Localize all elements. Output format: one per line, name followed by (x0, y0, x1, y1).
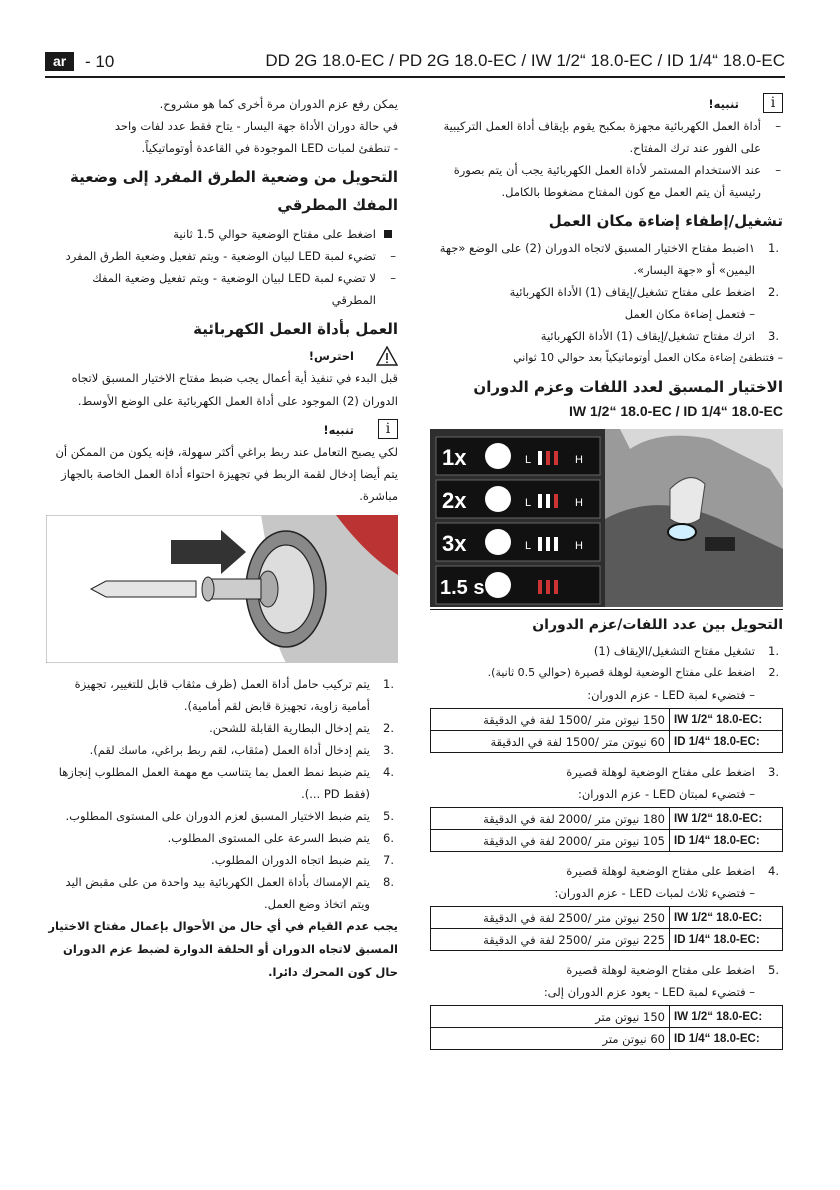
note-title: تنبيه! (708, 97, 739, 111)
note-title: تنبيه! (323, 423, 354, 437)
header-divider (45, 76, 785, 78)
list-item: – فتضيء لمبة LED - عزم الدوران: (587, 688, 755, 702)
drill-figure (46, 515, 398, 663)
list-item: 1. يتم تركيب حامل أداة العمل (ظرف مثقاب قابل للتغيير، تجهيزة أمامية زاوية، تجهيزة قابض لقم أمامية). (74, 677, 394, 713)
press-count-label: 3x (442, 531, 467, 556)
final-warning: يجب عدم القيام في أي حال من الأحوال بإعمال مفتاح الاختيار المسبق لاتجاه الدوران أو الحلقة الدوارة لضبط عزم الدوران حال كون المحرك دائرا. (48, 919, 398, 979)
list-item: 3. يتم إدخال أداة العمل (مثقاب، لقم ربط براغي، ماسك لقم). (89, 743, 394, 757)
list-item: – فتنطفئ إضاءة مكان العمل أوتوماتيكياً بعد حوالي 10 ثواني (513, 351, 783, 364)
list-item: 5. اضغط على مفتاح الوضعية لوهلة قصيرة (566, 963, 779, 977)
press-duration-label: 1.5 s (440, 577, 485, 599)
list-item: 2. اضغط على مفتاح الوضعية لوهلة قصيرة (حوالي 0.5 ثانية). (487, 666, 779, 679)
table-row: IW 1/2“ 18.0-EC: 250 نيوتن متر /2500 لفة في الدقيقة (431, 907, 783, 929)
warning-triangle-icon (376, 346, 398, 366)
list-item: – فتضيء ثلاث لمبات LED - عزم الدوران: (554, 886, 755, 900)
led-row-2x (436, 480, 600, 518)
list-item: – فتضيء لمبتان LED - عزم الدوران: (577, 787, 755, 801)
list-item: 4. اضغط على مفتاح الوضعية لوهلة قصيرة (566, 864, 779, 878)
square-bullet-icon (384, 230, 392, 238)
torque-table-2 (430, 807, 783, 852)
svg-text:H: H (575, 497, 583, 509)
section-heading-mode: التحويل من وضعية الطرق المفرد إلى وضعية المفك المطرقي (70, 168, 398, 214)
list-item: 6. يتم ضبط السرعة على المستوى المطلوب. (167, 831, 394, 845)
press-count-label: 2x (442, 488, 467, 513)
svg-text:L: L (525, 497, 532, 509)
list-item: 8. يتم الإمساك بأداة العمل الكهربائية بيد واحدة من على مقبض اليد ويتم اتخاذ وضع العمل. (65, 875, 394, 911)
warning-text: قبل البدء في تنفيذ أية أعمال يجب ضبط مفتاح الاختيار المسبق لاتجاه الدوران (2) الموجود على أداة العمل الكهربائية على الوضع الأوسط. (71, 371, 398, 408)
svg-text:H: H (575, 454, 583, 466)
intro-line: - تنطفئ لمبات LED الموجودة في القاعدة أوتوماتيكياً. (141, 141, 398, 155)
table-row: ID 1/4“ 18.0-EC: 60 نيوتن متر (431, 1028, 783, 1050)
list-item: 5. يتم ضبط الاختيار المسبق لعزم الدوران على المستوى المطلوب. (65, 809, 394, 823)
intro-line: يمكن رفع عزم الدوران مرة أخرى كما هو مشروح. (159, 97, 398, 111)
table-row: IW 1/2“ 18.0-EC: 150 نيوتن متر (431, 1006, 783, 1028)
svg-text:H: H (575, 540, 583, 552)
list-item: – تضيء لمبة LED لبيان الوضعية - ويتم تفعيل وضعية الطرق المفرد (65, 249, 396, 263)
info-icon: i (378, 419, 398, 439)
list-item: اضغط على مفتاح الوضعية حوالي 1.5 ثانية (46, 223, 398, 245)
model-subheading: IW 1/2“ 18.0-EC / ID 1/4“ 18.0-EC (569, 403, 783, 419)
note-text: لكي يصبح التعامل عند ربط براغي أكثر سهولة، فإنه يكون من الممكن أن يتم أيضا إدخال لقمة الربط في تجهيزة احتواء أداة العمل الخاصة بالجهاز مباشرة. (55, 445, 398, 503)
note-header (430, 93, 783, 115)
list-item: – لا تضيء لمبة LED لبيان الوضعية - ويتم تفعيل وضعية المفك المطرقي (92, 271, 396, 307)
warning-header (46, 345, 398, 367)
figure-divider (430, 609, 783, 610)
section-heading-preselect: الاختيار المسبق لعدد اللفات وعزم الدوران (473, 378, 783, 396)
table-row: ID 1/4“ 18.0-EC: 60 نيوتن متر /1500 لفة في الدقيقة (431, 731, 783, 753)
list-item: 7. يتم ضبط اتجاه الدوران المطلوب. (211, 853, 394, 867)
svg-text:L: L (525, 454, 532, 466)
list-item: 2. يتم إدخال البطارية القابلة للشحن. (209, 721, 394, 735)
torque-table-3 (430, 906, 783, 951)
table-row: ID 1/4“ 18.0-EC: 105 نيوتن متر /2000 لفة في الدقيقة (431, 830, 783, 852)
list-item: 3. اترك مفتاح تشغيل/إيقاف (1) الأداة الكهربائية (540, 329, 779, 343)
page-header (45, 50, 785, 74)
section-heading-light: تشغيل/إطفاء إضاءة مكان العمل (548, 212, 783, 230)
list-item: – فتعمل إضاءة مكان العمل (624, 307, 755, 321)
note-header (46, 419, 398, 441)
led-mode-figure (430, 429, 783, 607)
note-item: – أداة العمل الكهربائية مجهزة بمكبح يقوم بإيقاف أداة العمل التركيبية على الفور عند ترك المفتاح. (443, 119, 781, 155)
list-item: 1. تشغيل مفتاح التشغيل/الإيقاف (1) (593, 644, 779, 658)
language-badge: ar (45, 52, 74, 71)
list-item: 3. اضغط على مفتاح الوضعية لوهلة قصيرة (566, 765, 779, 779)
right-column (430, 93, 783, 1058)
table-row: ID 1/4“ 18.0-EC: 225 نيوتن متر /2500 لفة في الدقيقة (431, 929, 783, 951)
led-row-3x (436, 523, 600, 561)
led-mode-illustration (430, 429, 783, 607)
note-item: – عند الاستخدام المستمر لأداة العمل الكهربائية يجب أن يتم بصورة رئيسية أن يتم العمل مع كون المفتاح مضغوطا بالكامل. (453, 163, 781, 199)
table-row: IW 1/2“ 18.0-EC: 180 نيوتن متر /2000 لفة في الدقيقة (431, 808, 783, 830)
torque-table-4 (430, 1005, 783, 1050)
info-icon: i (763, 93, 783, 113)
press-count-label: 1x (442, 445, 467, 470)
section-heading-switch: التحويل بين عدد اللفات/عزم الدوران (532, 617, 783, 633)
page-number: - 10 (85, 52, 115, 71)
model-list: DD 2G 18.0-EC / PD 2G 18.0-EC / IW 1/2“ 18.0-EC / ID 1/4“ 18.0-EC (265, 51, 785, 70)
svg-text:L: L (525, 540, 532, 552)
list-item: 2. اضغط على مفتاح تشغيل/إيقاف (1) الأداة الكهربائية (509, 285, 779, 299)
list-item: – فتضيء لمبة LED - يعود عزم الدوران إلى: (543, 985, 755, 999)
table-row: IW 1/2“ 18.0-EC: 150 نيوتن متر /1500 لفة في الدقيقة (431, 709, 783, 731)
torque-table-1 (430, 708, 783, 753)
section-heading-work: العمل بأداة العمل الكهربائية (193, 320, 398, 338)
list-item: 4. يتم ضبط نمط العمل بما يتناسب مع مهمة العمل المطلوب إنجازها (فقط PD ...). (58, 765, 394, 801)
warning-title: احترس! (308, 349, 354, 363)
drill-bit-insert-illustration (46, 515, 398, 663)
intro-line: في حالة دوران الأداة جهة اليسار - يتاح فقط عدد لفات واحد (114, 119, 398, 133)
left-column (46, 93, 398, 984)
list-item: 1. ١اضبط مفتاح الاختيار المسبق لاتجاه الدوران (2) على الوضع «جهة اليمين» أو «جهة اليسار». (439, 241, 779, 277)
led-row-1x (436, 437, 600, 475)
led-row-hold (436, 566, 600, 604)
